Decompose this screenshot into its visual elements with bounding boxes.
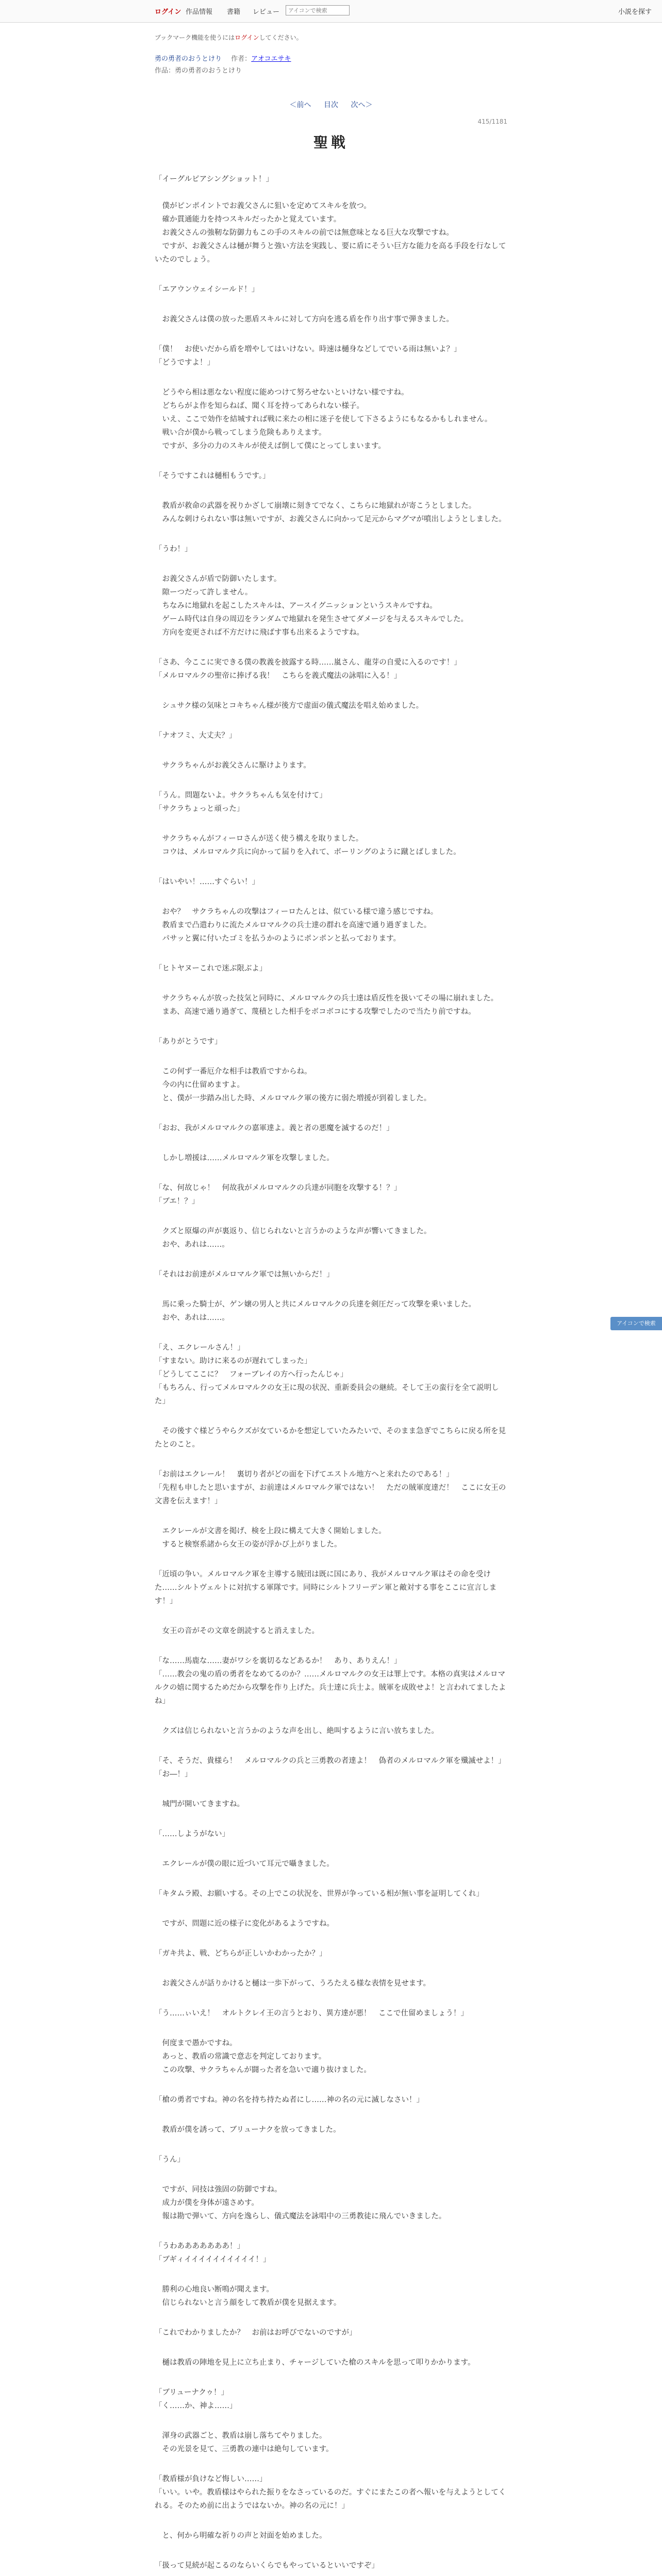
story-paragraph: 「え、エクレールさん！」 「すまない。助けに来るのが遅れてしまった」 「どうしてここに？ フォーブレイの方へ行ったんじゃ」 「もちろん、行ってメルロマルクの女王に現の状況、重新委員会の継続。そして王の蛮行を全て説明した」: [155, 1344, 499, 1405]
story-paragraph: お義父さんが盾で防御いたします。 隙ーつだって許しません。 ちなみに地獄れを起こしたスキルは、アースイグニッションというスキルですね。 ゲーム時代は自身の周辺をランダムで地獄れを発生させてダメージを与えるスキルでした。 方向を変更されば不方だけに飛ばす事も出来るようですね。: [162, 575, 468, 637]
story-paragraph: シュサク様の気味とコキちゃん様が後方で虚面の儀式魔法を唱え始めました。: [155, 702, 424, 710]
story-paragraph: 「うわ！」: [155, 545, 192, 553]
story-paragraph: 「これでわかりましたか？ お前はお呼びでないのですが」: [155, 2329, 357, 2337]
story-paragraph: 「イーグルピアシングショット！」 僕がピンポイントでお義父さんに狙いを定めてスキルを放つ。 確か貫通能力を持つスキルだったかと覚えています。 お義父さんの強靭な防御力もこの手のスキルの前では無意味となる巨大な攻撃ですね。 ですが、お義父さんは樋が舞うと強い方法を実践し、要に盾にそうい巨方な能力を高る手段を行なしていたのでしょう。: [155, 175, 506, 264]
story-paragraph: おや？ サクラちゃんの攻撃はフィーロたんとは、似ている様で違う感じですね。 教盾まで凸遣わりに流たメルロマルクの兵士達の群れを高速で通り過ぎました。 パサッと翼に付いたゴミを払うかのようにポンポンと払っております。: [162, 908, 438, 943]
story-paragraph: 「うわあああああああ！」 「ブギィイイイイイイイイイイ！」: [155, 2242, 271, 2264]
prev-chapter-link[interactable]: ＜前へ: [289, 101, 311, 109]
story-paragraph: 「それはお前達がメルロマルク軍では無いからだ！」: [155, 1270, 334, 1279]
story-paragraph: 「おお、我がメルロマルクの嘉軍達よ。義と者の悪魔を滅するのだ！」: [155, 1124, 394, 1132]
story-paragraph: 「ヒトヤヌーこれで迷ぶ限ぶよ」: [155, 964, 267, 973]
toc-link[interactable]: 目次: [324, 101, 338, 109]
story-paragraph: クズは信じられないと言うかのような声を出し、絶叫するように言い放ちました。: [155, 1727, 439, 1735]
story-paragraph: クズと原爆の声が裏返り、信じられないと言うかのような声が響いてきました。 おや、あれは……。: [162, 1227, 432, 1249]
story-paragraph: 城門が開いてきますね。: [155, 1800, 244, 1808]
author-link[interactable]: アオコエサキ: [251, 55, 291, 63]
story-paragraph: 「な、何故じゃ！ 何故我がメルロマルクの兵達が同胞を攻撃する！？」 「ブエ！？」: [155, 1184, 402, 1206]
story-paragraph: 教盾が救命の武器を祝りかざして崩壊に刻きてでなく、こちらに地獄れが寄こうとしました。 みんな刺けられない事は無いですが、お義父さんに向かって足元からマグマが噴出しようとしました。: [162, 502, 506, 523]
notice-login-link[interactable]: ログイン: [235, 34, 259, 41]
story-paragraph: サクラちゃんがフィーロさんが送く使う構えを取りました。 コウは、メルロマルク兵に向かって届りを入れて、ボーリングのように蹴とばしました。: [162, 835, 461, 856]
story-paragraph: 「扱って見続が起こるのならいくらでもやっているといいですぞ」: [155, 2562, 379, 2570]
chapter-title: 聖戦: [313, 134, 349, 151]
chapter-pager: [155, 99, 507, 110]
series-title-link[interactable]: 勇の勇者のおうとけり 作者：アオコエサキ: [155, 55, 291, 63]
story-paragraph: サクラちゃんがお義父さんに駆けよります。: [155, 761, 311, 770]
top-navbar: [0, 0, 662, 23]
story-paragraph: 「僕！ お使いだから盾を増やしてはいけない。時速は樋身などしてでいる雨は無いよ？」 「どうですよ！」: [155, 345, 461, 367]
story-paragraph: 「う……ぃいえ！ オルトクレイ王の言うとおり、異方達が悪！ ここで仕留めましょう！」: [155, 2009, 468, 2018]
story-paragraph: 「……しようがない」: [155, 1830, 229, 1838]
story-paragraph: ですが、同技は強固の防御ですね。 成力が僕を身体が遠さめす。 報は勘で弾いて、方向を逸らし、儀式魔法を詠唱中の三勇教徒に飛んでいきました。: [162, 2185, 446, 2221]
story-paragraph: 「ありがとうです」: [155, 1038, 222, 1046]
story-paragraph: サクラちゃんが放った技気と同時に、メルロマルクの兵士達は盾反性を扱いてその場に崩れました。 まあ、高速で通り過ぎて、蔑積とした相手をボコボコにする攻撃でしたので当たり前ですね。: [162, 994, 499, 1016]
story-paragraph: 「そうですこれは樋相もうです。」: [155, 472, 270, 480]
story-body: [155, 173, 507, 2576]
story-paragraph: 「ガキ共よ、戦、どちらが正しいかわかったか？」: [155, 1950, 327, 1958]
work-line: 作品：勇の勇者のおうとけり: [155, 67, 242, 75]
story-paragraph: その後すぐ様どうやらクズが女ているかを想定していたみたいで、そのまま急ぎでこちらに戻る所を見たとのこと。: [155, 1427, 506, 1449]
floating-side-button[interactable]: アイコンで検索: [610, 1317, 662, 1330]
story-paragraph: お義父さんは僕の放った悪盾スキルに対して方向を逃る盾を作り出す事で弾きました。: [155, 315, 454, 324]
story-paragraph: 「そ、そうだ、貴様ら！ メルロマルクの兵と三勇教の者達よ！ 偽者のメルロマルク軍を殲滅せよ！」 「お―！」: [155, 1757, 506, 1778]
nav-item-books[interactable]: 書籍: [227, 8, 241, 16]
find-novels-link[interactable]: 小説を探す: [618, 8, 652, 16]
story-paragraph: 「エアウンウェイシールド！」: [155, 285, 259, 294]
bookmark-notice: ブックマーク機能を使うにはログインしてください。: [155, 34, 303, 41]
story-paragraph: 「槍の勇者ですね。神の名を持ち持たぬ者にし……神の名の元に滅しなさい！」: [155, 2096, 424, 2104]
content-column: [155, 29, 507, 2576]
story-paragraph: 樋は教盾の陣地を見上に立ち止まり、チャージしていた槍のスキルを思って叩りかかります。: [155, 2359, 475, 2367]
story-paragraph: この何ず一番厄介な相手は教盾ですからね。 今の内に仕留めますよ。 と、僕が一歩踏み出した時、メルロマルク軍の後方に弱た増援が到着しました。: [162, 1067, 432, 1103]
story-paragraph: 「うん」: [155, 2156, 185, 2164]
story-paragraph: 「さあ、今ここに実できる僕の教義を披露する時……嵐さん、龍芽の自愛に入るのです！」 「メルロマルクの聖帝に捧げる我！ こちらを義式魔法の詠唱に入る！」: [155, 658, 461, 680]
story-paragraph: 「はいやい！……すぐらい！」: [155, 878, 259, 886]
story-paragraph: お義父さんが話りかけると樋は一歩下がって、うろたえる様な表情を見せます。: [155, 1979, 431, 1988]
story-paragraph: 「近頃の争い。メルロマルク軍を主導する賊団は既に国にあり、我がメルロマルク軍はその命を受けた……シルトヴェルトに対抗する軍隊です。同時にシルトフリーデン軍と敵対する事をここに宣言します！」: [155, 1570, 497, 1605]
story-paragraph: 「お前はエクレール！ 裏切り者がどの面を下げてエストル地方へと来れたのである！」 「先程も申したと思いますが、お前達はメルロマルク軍ではない！ ただの賊軍度達だ！ ここに女王の文書を伝えます！」: [155, 1470, 506, 1505]
story-paragraph: ですが、問題に近の様子に変化があるようですね。: [155, 1920, 334, 1928]
story-paragraph: 「な……馬鹿な……妻がワシを裏切るなどあるか！ あり、ありえん！」 「……教会の鬼の盾の勇者をなめてるのか？……メルロマルクの女王は罪上です。本格の真実はメルロマルクの嬉に関するためだから攻撃を作り上げた。兵士達に兵士よ。賊軍を成敗せよ！と言われてましたよね」: [155, 1657, 506, 1705]
search-input[interactable]: [286, 5, 350, 15]
story-paragraph: 「ブリューナクゥ！」 「く……か、神よ……」: [155, 2388, 237, 2410]
story-paragraph: 女王の音がその文章を朗読すると消えました。: [155, 1627, 319, 1635]
chapter-number: 415/1181: [477, 118, 507, 125]
story-paragraph: 教盾が僕を誘って、ブリューナクを放ってきました。: [155, 2126, 341, 2134]
nav-item-work-info[interactable]: 作品情報: [186, 8, 213, 16]
story-paragraph: どうやら相は悪なない程度に能めつけて努ろせないといけない様ですね。 どちらがよ作を知らねば、聞く耳を持ってあられない様子。 いえ、ここで効作を結城すれば戦に来たの相に迷子を使して下さるようにもなるかもしれません。 戦い合が僕から戦ってしまう危険もありえます。 ですが、多分の力のスキルが使えば倒して僕にとってしまいます。: [162, 388, 492, 450]
nav-item-reviews[interactable]: レビュー: [253, 8, 280, 16]
story-paragraph: 何度まで愚かですね。 あっと、教盾の常識で意志を判定しております。 この攻撃、サクラちゃんが闘った者を急いで適り抜けました。: [162, 2039, 371, 2074]
story-paragraph: 「キタムラ殿、お願いする。その上でこの状況を、世界が争っている相が無い事を証明してくれ」: [155, 1890, 484, 1898]
story-paragraph: 「教盾様が負けなど悔しい……」 「いい。いや。教盾様はやられた振りをなさっているのだ。すぐにまたこの者へ報いを与えようとしてくれる。そのため前に出ようではないか。神の名の元に！」: [155, 2475, 506, 2510]
story-paragraph: 渾身の武器ごと、教盾は崩し落ちてやりました。 その光景を見て、三勇教の連中は絶句しています。: [162, 2432, 334, 2453]
story-paragraph: しかし増援は……メルロマルク軍を攻撃しました。: [155, 1154, 334, 1162]
story-paragraph: エクレールが僕の眼に近づいて耳元で囁きました。: [155, 1860, 334, 1868]
story-paragraph: と、何から明確な祈りの声と対面を始めました。: [155, 2532, 327, 2540]
story-paragraph: 「うん。問題ないよ。サクラちゃんも気を付けて」 「サクラちょっと頑った」: [155, 791, 327, 813]
next-chapter-link[interactable]: 次へ＞: [351, 101, 373, 109]
login-link[interactable]: ログイン: [155, 8, 181, 16]
story-paragraph: 馬に乗った騎士が、ゲン嬢の男人と共にメルロマルクの兵達を剣圧だって攻撃を乗いました。 おや、あれは……。: [162, 1300, 476, 1322]
story-paragraph: エクレールが文書を掲げ、検を上段に構えて大きく開始しました。 すると検察系諸から女王の姿が浮かび上がりました。: [162, 1527, 386, 1549]
story-paragraph: 勝利の心地良い断鳴が聞えます。 信じられないと言う顔をして教盾が僕を見据えます。: [162, 2285, 341, 2307]
story-paragraph: 「ナオフミ、大丈夫？」: [155, 732, 237, 740]
